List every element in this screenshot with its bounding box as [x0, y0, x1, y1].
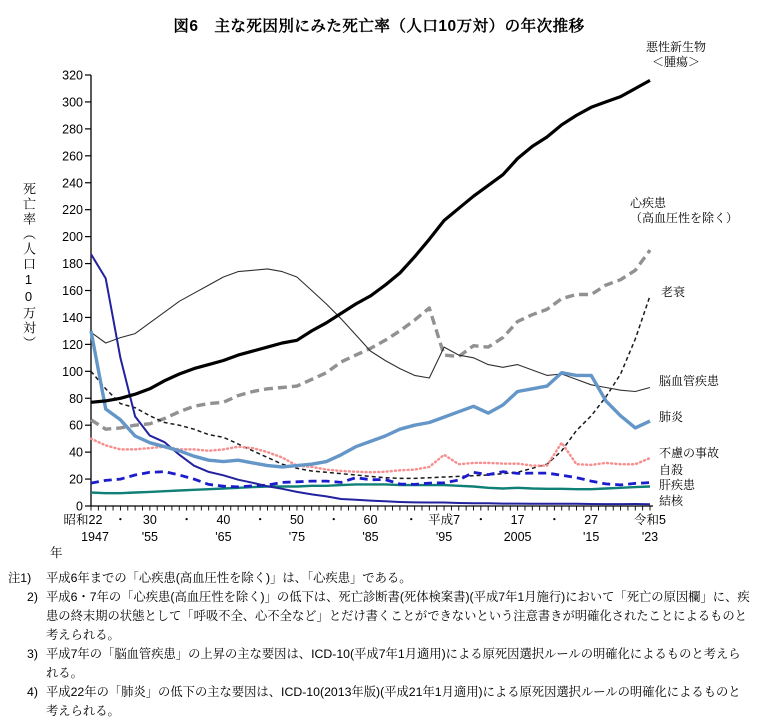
note-1-text: 平成6年までの「心疾患(高血圧性を除く)」は、「心疾患」である。 — [46, 571, 412, 585]
x-year-label: '95 — [435, 530, 453, 544]
x-era-label: ・ — [474, 513, 488, 527]
y-tick-label: 320 — [62, 68, 83, 83]
x-era-label: ・ — [253, 513, 267, 527]
y-tick-label: 120 — [62, 337, 83, 352]
y-tick-label: 40 — [69, 445, 83, 460]
y-tick-label: 60 — [69, 418, 83, 433]
note-4-prefix: 4) — [27, 685, 38, 699]
series-label-suicide: 自殺 — [659, 463, 684, 477]
figure-title: 図6 主な死因別にみた死亡率（人口10万対）の年次推移 — [173, 18, 585, 35]
x-era-label: ・ — [405, 513, 418, 527]
y-tick-label: 240 — [62, 176, 83, 191]
x-year-label: '75 — [288, 530, 306, 544]
x-era-label: ・ — [327, 513, 340, 527]
x-axis-unit-label: 年 — [50, 546, 63, 560]
note-3 — [8, 645, 752, 683]
y-tick-label: 260 — [62, 149, 83, 164]
note-1 — [8, 569, 752, 588]
x-era-label: 昭和22 — [63, 513, 103, 527]
x-era-label: 17 — [510, 513, 525, 527]
y-tick-label: 220 — [62, 203, 83, 218]
x-era-label: ・ — [114, 513, 127, 527]
series-label-cerebrovascular: 脳血管疾患 — [659, 374, 720, 388]
x-year-label: 1947 — [81, 530, 109, 544]
x-era-label: 平成7 — [428, 513, 461, 527]
note-2 — [8, 588, 752, 645]
x-year-label: '23 — [641, 530, 659, 544]
notes — [8, 569, 752, 721]
series-line-malignant — [91, 80, 650, 402]
series-label-tuberculosis: 結核 — [659, 494, 684, 508]
x-year-label: '65 — [215, 530, 232, 544]
note-2-text: 平成6・7年の「心疾患(高血圧性を除く)」の低下は、死亡診断書(死体検案書)(平成7年1月施行)において「死亡の原因欄」に、疾患の終末期の状態として「呼吸不全、心不全など」とだけ書くことができないという注意書きが明確化されたことによるものと考えられる。 — [46, 590, 750, 642]
x-era-label: 40 — [216, 513, 231, 527]
note-1-prefix: 注1) — [8, 571, 32, 585]
y-tick-label: 140 — [62, 310, 83, 325]
x-era-label: ・ — [548, 513, 561, 527]
x-era-label: 50 — [289, 513, 304, 527]
note-3-text: 平成7年の「脳血管疾患」の上昇の主な要因は、ICD-10(平成7年1月適用)による原死因選択ルールの明確化によるものと考えられる。 — [46, 647, 741, 680]
y-tick-label: 280 — [62, 122, 83, 137]
series-line-tuberculosis — [91, 254, 650, 504]
x-year-label: '85 — [362, 530, 379, 544]
x-era-label: 60 — [363, 513, 378, 527]
x-era-label: ・ — [180, 513, 193, 527]
y-tick-label: 100 — [62, 364, 83, 379]
series-line-heart — [91, 250, 650, 429]
x-era-label: 27 — [584, 513, 599, 527]
note-4-text: 平成22年の「肺炎」の低下の主な要因は、ICD-10(2013年版)(平成21年1月適用)による原死因選択ルールの明確化によるものと考えられる。 — [46, 685, 741, 718]
y-tick-label: 160 — [62, 284, 83, 298]
note-4 — [8, 683, 752, 721]
series-label-liver: 肝疾患 — [659, 478, 696, 492]
series-label-senility: 老衰 — [661, 285, 686, 299]
x-era-label: 令和5 — [634, 513, 666, 527]
series-label-pneumonia: 肺炎 — [659, 410, 684, 424]
y-tick-label: 300 — [62, 95, 83, 110]
y-tick-label: 80 — [69, 391, 83, 406]
y-tick-label: 20 — [69, 472, 83, 487]
x-year-label: 2005 — [503, 530, 532, 544]
x-era-label: 30 — [142, 513, 157, 527]
series-label-heart: 心疾患 （高血圧性を除く） — [630, 196, 739, 225]
y-tick-label: 0 — [76, 499, 83, 514]
series-label-accidents: 不慮の事故 — [659, 446, 720, 460]
y-tick-label: 200 — [62, 230, 83, 245]
x-year-label: '15 — [583, 530, 600, 544]
series-label-malignant: 悪性新生物 ＜腫瘍＞ — [645, 40, 707, 69]
x-year-label: '55 — [141, 530, 158, 544]
series-line-liver — [91, 484, 650, 493]
note-2-prefix: 2) — [27, 590, 38, 604]
y-axis-unit-label: 死亡率（人口10万対） — [21, 182, 36, 351]
y-tick-label: 180 — [62, 257, 83, 272]
note-3-prefix: 3) — [27, 647, 38, 661]
